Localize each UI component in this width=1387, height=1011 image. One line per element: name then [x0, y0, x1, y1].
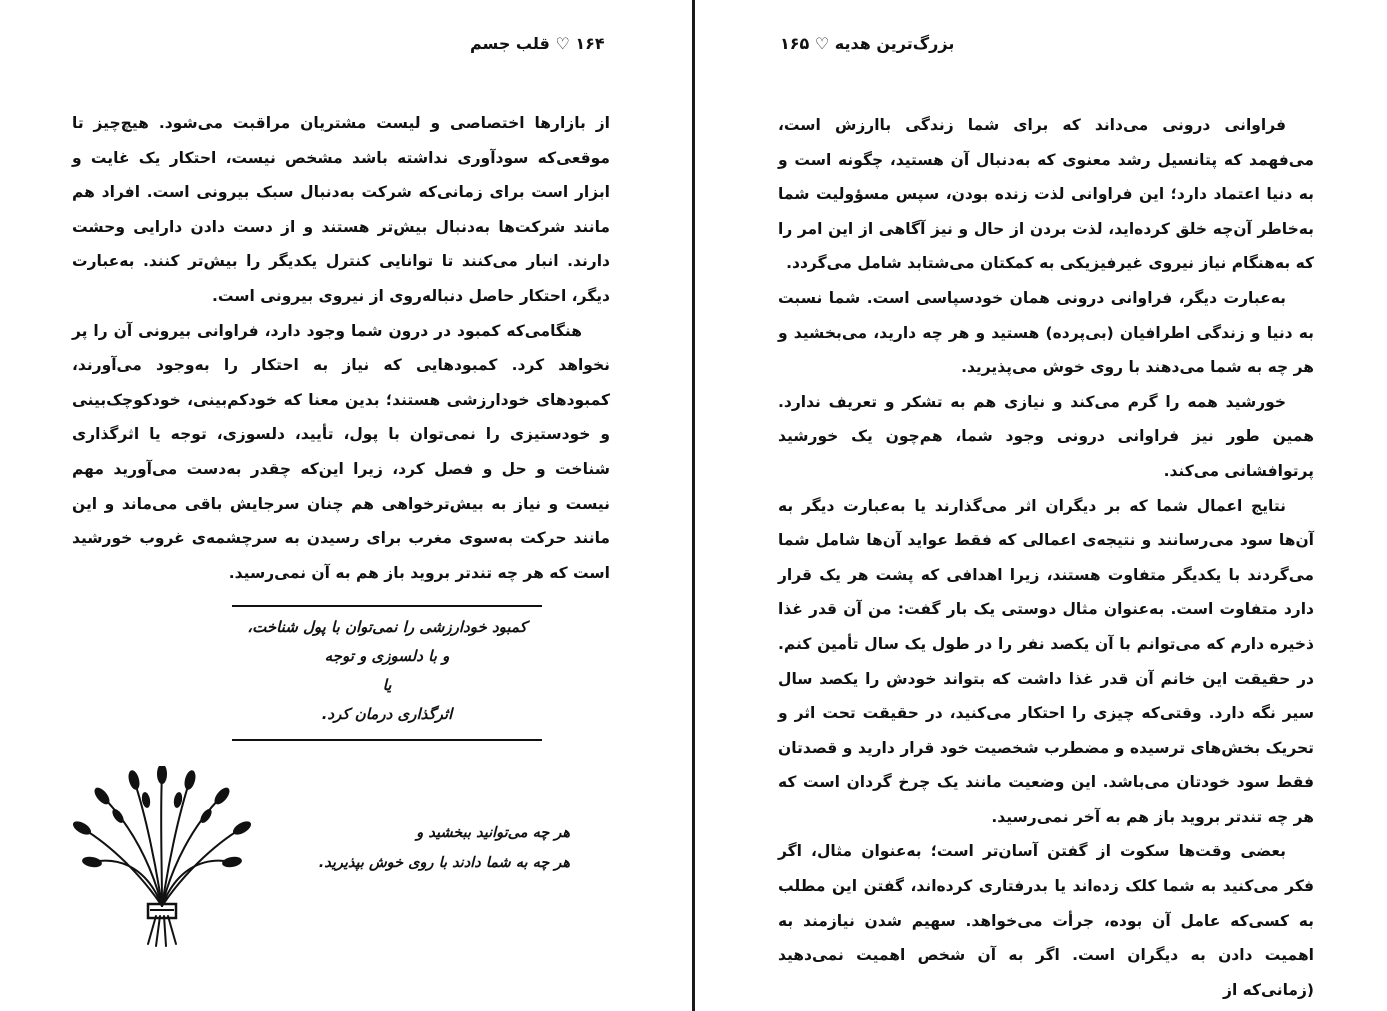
paragraph: فراوانی درونی می‌داند که برای شما زندگی باارزش است، می‌فهمد که پتانسیل رشد معنوی که به‌دنبال آن هستید، چگونه است و به دنیا اعتماد دارد؛ این فراوانی لذت زنده بودن، سپس مسؤولیت شما به‌خاطر آن‌چه خلق کرده‌اید، لذت بردن از حال و نیز آگاهی از این امر را که به‌هنگام نیاز نیروی غیرفیزیکی به کمکتان می‌شتابد شامل می‌گردد.	[778, 116, 1314, 273]
right-page	[696, 0, 1387, 1011]
right-running-head: بزرگ‌ترین هدیه ♡ ۱۶۵	[780, 34, 955, 53]
paragraph: بعضی وقت‌ها سکوت از گفتن آسان‌تر است؛ به‌عنوان مثال، اگر فکر می‌کنید به شما کلک زده‌اند یا بدرفتاری کرده‌اند، گفتن این مطلب به کسی‌که عامل آن بوده، جرأت می‌خواهد. سهیم شدن نیازمند به اهمیت دادن به دیگران است. اگر به آن شخص اهمیت نمی‌دهید (زمانی‌که از	[778, 842, 1314, 999]
illustration-caption	[280, 818, 570, 878]
wheat-sheaf-icon	[72, 766, 252, 948]
paragraph: خورشید همه را گرم می‌کند و نیازی هم به تشکر و تعریف ندارد. همین طور نیز فراوانی درونی وجود شما، هم‌چون یک خورشید پرتوافشانی می‌کند.	[778, 392, 1314, 480]
quote-line: کمبود خودارزشی را نمی‌توان با پول شناخت،	[247, 618, 527, 636]
paragraph: نتایج اعمال شما که بر دیگران اثر می‌گذارند یا به‌عبارت دیگر به آن‌ها سود می‌رسانند و نتیجه‌ی اعمالی که فقط عواید آن‌ها شامل شما می‌گردند با یکدیگر متفاوت هستند، زیرا اهدافی که پشت هر یک قرار دارد متفاوت است. به‌عنوان مثال دوستی یک بار گفت: من آن قدر غذا ذخیره دارم که می‌توانم با آن یکصد نفر را در طول یک سال تأمین کنم. در حقیقت این خانم آن قدر غذا داشت که بتواند خودش را یکصد سال سیر نگه دارد. وقتی‌که چیزی را احتکار می‌کنید، در حقیقت تحت اثر و تحریک بخش‌های ترسیده و مضطرب شخصیت خود قرار دارید و قصدتان فقط سود خودتان می‌باشد. این وضعیت مانند یک چرخ گردان است که هر چه تندتر بروید باز هم به آخر نمی‌رسید.	[778, 496, 1314, 826]
paragraph: هنگامی‌که کمبود در درون شما وجود دارد، فراوانی بیرونی آن را پر نخواهد کرد. کمبودهایی که نیاز به احتکار را به‌وجود می‌آورند، کمبودهای خودارزشی هستند؛ بدین معنا که خودکم‌بینی، خودکوچک‌بینی و خودستیزی را نمی‌توان با پول، تأیید، دلسوزی، توجه یا اثرگذاری شناخت و حل و فصل کرد، زیرا این‌که چقدر به‌دست می‌آورید مهم نیست و نیاز به بیش‌ترخواهی هم چنان سرجایش باقی می‌ماند و این مانند حرکت به‌سوی مغرب برای رسیدن به سرچشمه‌ی غروب خورشید است که هر چه تندتر بروید باز هم به آن نمی‌رسید.	[72, 321, 610, 582]
caption-line: هر چه به شما دادند با روی خوش بپذیرید.	[318, 855, 570, 871]
left-running-head: ۱۶۴ ♡ قلب جسم	[470, 34, 605, 53]
right-body-text	[778, 108, 1314, 1007]
quote-line: و با دلسوزی و توجه	[324, 647, 450, 665]
left-body-text	[72, 106, 610, 590]
quote-line: یا	[382, 676, 392, 694]
caption-line: هر چه می‌توانید ببخشید و	[416, 825, 570, 841]
paragraph: به‌عبارت دیگر، فراوانی درونی همان خودسپاسی است. شما نسبت به دنیا و زندگی اطرافیان (بی‌پرده) هستید و هر چه دارید، می‌بخشید و هر چه به شما می‌دهند با روی خوش می‌پذیرید.	[778, 288, 1314, 377]
paragraph: از بازارها اختصاصی و لیست مشتریان مراقبت می‌شود. هیچ‌چیز تا موقعی‌که سودآوری نداشته باشد مشخص نیست، احتکار یک غایت و ابزار است برای زمانی‌که شرکت به‌دنبال سبک بیرونی است. افراد هم مانند شرکت‌ها به‌دنبال بیش‌تر هستند و از دست دادن دارایی وحشت دارند. انبار می‌کنند تا توانایی کنترل یکدیگر را بیش‌تر کنند. به‌عبارت دیگر، احتکار حاصل دنباله‌روی از نیروی بیرونی است.	[72, 114, 610, 305]
quote-line: اثرگذاری درمان کرد.	[321, 705, 453, 723]
pull-quote	[232, 605, 542, 741]
left-page	[0, 0, 692, 1011]
page-gutter	[692, 0, 695, 1011]
